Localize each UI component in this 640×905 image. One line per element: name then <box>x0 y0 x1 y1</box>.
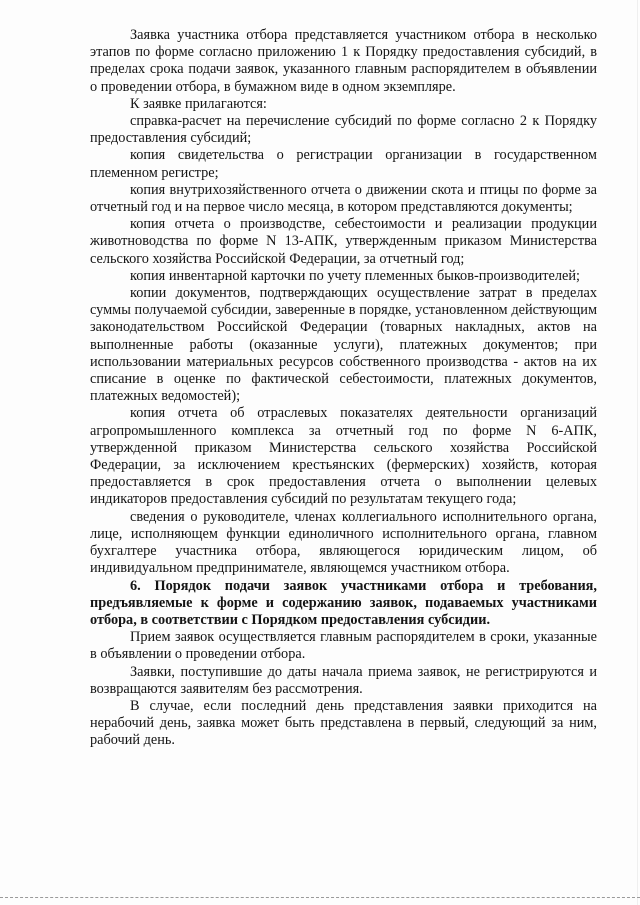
list-item-calculation-certificate: справка-расчет на перечисление субсидий по форме согласно 2 к Порядку предоставления субсидий; <box>90 113 597 147</box>
paragraph-early-applications: Заявки, поступившие до даты начала приема заявок, не регистрируются и возвращаются заявителям без рассмотрения. <box>90 663 597 697</box>
list-item-production-report: копия отчета о производстве, себестоимости и реализации продукции животноводства по форме N 13-АПК, утвержденным приказом Министерства сельского хозяйства Российской Федерации, за отчетный год; <box>90 216 597 267</box>
list-item-industry-report: копия отчета об отраслевых показателях деятельности организаций агропромышленного комплекса за отчетный год по форме N 6-АПК, утвержденной приказом Министерства сельского хозяйства Российской Федерации, за исключением крестьянских (фермерских) хозяйств, которая предоставляется в срок предоставления отчета о выполнении целевых индикаторов предоставления субсидий по результатам текущего года; <box>90 405 597 508</box>
scan-edge <box>637 0 638 905</box>
bottom-divider <box>0 897 640 898</box>
list-item-livestock-report: копия внутрихозяйственного отчета о движении скота и птицы по форме за отчетный год и на первое число месяца, в котором представляются документы; <box>90 181 597 216</box>
section-heading: 6. Порядок подачи заявок участниками отбора и требования, предъявляемые к форме и содержанию заявок, подаваемых участниками отбора, в соответствии с Порядком предоставления субсидии. <box>90 577 597 628</box>
list-item-registration-certificate: копия свидетельства о регистрации организации в государственном племенном регистре; <box>90 147 597 181</box>
paragraph-acceptance: Прием заявок осуществляется главным распорядителем в сроки, указанные в объявлении о проведении отбора. <box>90 629 597 663</box>
paragraph-non-working-day: В случае, если последний день представления заявки приходится на нерабочий день, заявка может быть представлена в первый, следующий за ним, рабочий день. <box>90 697 597 749</box>
list-item-management-info: сведения о руководителе, членах коллегиального исполнительного органа, лице, исполняющем функции единоличного исполнительного органа, главном бухгалтере участника отбора, являющегося юридическим лицом, об индивидуальном предпринимателе, являющемся участником отбора. <box>90 508 597 577</box>
paragraph-application-submission: Заявка участника отбора представляется участником отбора в несколько этапов по форме согласно приложению 1 к Порядку предоставления субсидий, в пределах срока подачи заявок, указанного главным распорядителем в объявлении о проведении отбора, в бумажном виде в одном экземпляре. <box>90 27 597 95</box>
list-item-inventory-card: копия инвентарной карточки по учету племенных быков-производителей; <box>130 267 580 284</box>
paragraph-attachments-intro: К заявке прилагаются: <box>130 95 267 112</box>
list-item-cost-documents: копии документов, подтверждающих осуществление затрат в пределах суммы получаемой субсидии, заверенные в порядке, установленном действующим законодательством Российской Федерации (товарных накладных, актов на выполненные работы (оказанные услуги), платежных документов; при использовании материальных ресурсов собственного производства - актов на их списание в оценке по фактической себестоимости, платежных документов, платежных ведомостей); <box>90 285 597 405</box>
